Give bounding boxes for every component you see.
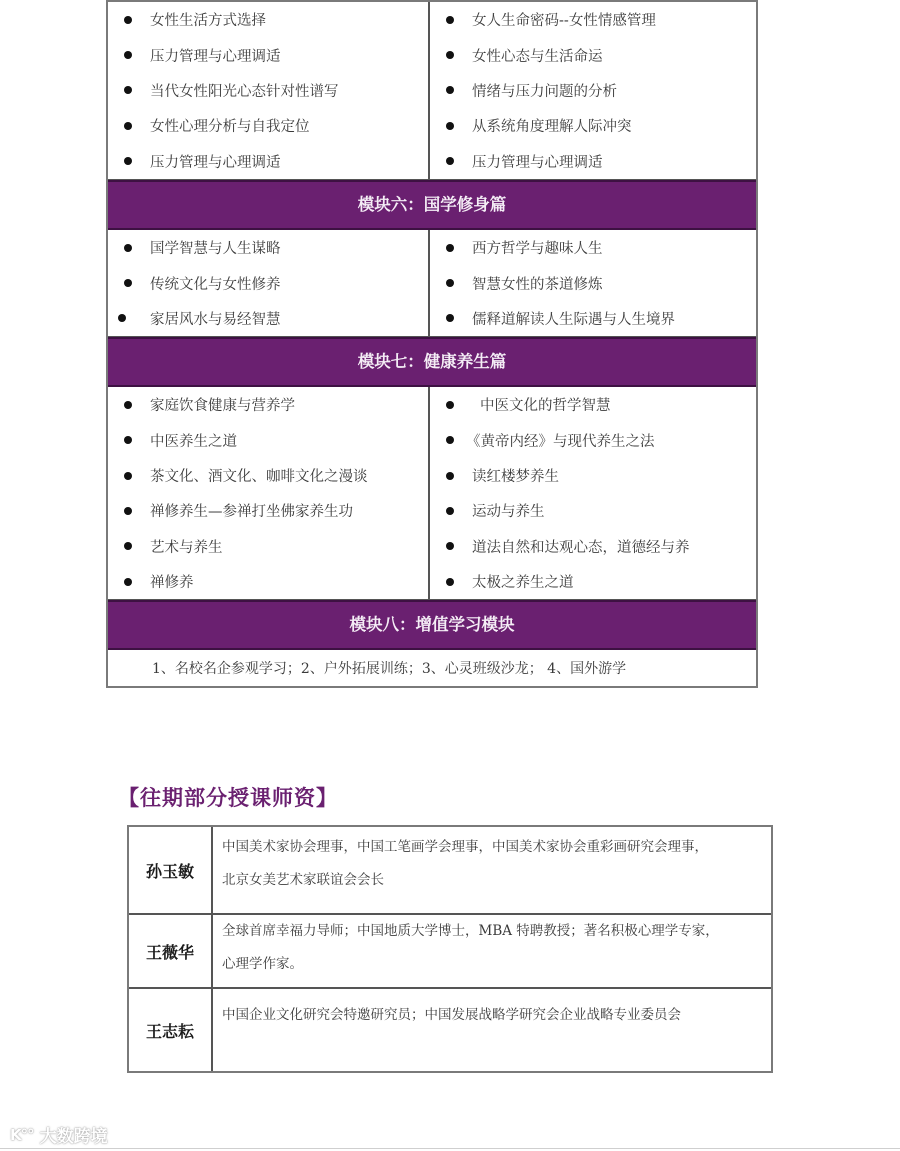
- bullet-icon: [124, 122, 132, 130]
- list-item: 禅修养生—参禅打坐佛家养生功: [108, 493, 428, 528]
- right-column: [430, 230, 756, 336]
- brand-logo-icon: K°°: [10, 1125, 34, 1144]
- bullet-icon: [446, 244, 454, 252]
- list-item: 家庭饮食健康与营养学: [108, 387, 428, 422]
- list-item: 中医文化的哲学智慧: [430, 387, 756, 422]
- bullet-icon: [124, 401, 132, 409]
- bullet-icon: [446, 578, 454, 586]
- bullet-icon: [446, 157, 454, 165]
- list-item: 茶文化、酒文化、咖啡文化之漫谈: [108, 458, 428, 493]
- bullet-icon: [124, 436, 132, 444]
- module-six-header: 模块六：国学修身篇: [108, 180, 756, 230]
- module-six-content: [108, 230, 756, 337]
- list-item: 太极之养生之道: [430, 564, 756, 599]
- bullet-icon: [124, 472, 132, 480]
- teacher-description: 中国美术家协会理事，中国工笔画学会理事，中国美术家协会重彩画研究会理事， 北京女美艺术家联谊会会长: [222, 839, 708, 888]
- list-item: 女人生命密码--女性情感管理: [430, 2, 756, 37]
- bullet-icon: [446, 86, 454, 94]
- bullet-icon: [446, 436, 454, 444]
- bullet-icon: [446, 401, 454, 409]
- left-column: [108, 230, 430, 336]
- teacher-name: 孙玉敏: [129, 827, 213, 913]
- teacher-name: 王薇华: [129, 915, 213, 987]
- right-column: [430, 2, 756, 179]
- course-table: [106, 0, 758, 688]
- list-item: 压力管理与心理调适: [430, 144, 756, 179]
- divider: [0, 1148, 900, 1149]
- list-item: 女性心态与生活命运: [430, 37, 756, 72]
- list-item: 艺术与养生: [108, 529, 428, 564]
- bullet-icon: [124, 157, 132, 165]
- list-item: 从系统角度理解人际冲突: [430, 108, 756, 143]
- bullet-icon: [124, 16, 132, 24]
- list-item: 传统文化与女性修养: [108, 265, 428, 300]
- list-item: 读红楼梦养生: [430, 458, 756, 493]
- list-item: 压力管理与心理调适: [108, 144, 428, 179]
- module-seven-header: 模块七：健康养生篇: [108, 337, 756, 387]
- bullet-icon: [124, 279, 132, 287]
- bullet-icon: [124, 542, 132, 550]
- bullet-icon: [124, 86, 132, 94]
- bullet-icon: [124, 51, 132, 59]
- list-item: 家居风水与易经智慧: [108, 301, 428, 336]
- module-five-content: [108, 0, 756, 180]
- left-column: [108, 387, 430, 599]
- bullet-icon: [446, 507, 454, 515]
- bullet-icon: [124, 507, 132, 515]
- watermark-text: 大数跨境: [39, 1127, 108, 1147]
- list-item: 禅修养: [108, 564, 428, 599]
- teacher-name: 王志耘: [129, 989, 213, 1071]
- list-item: 智慧女性的茶道修炼: [430, 265, 756, 300]
- list-item: 《黄帝内经》与现代养生之法: [430, 423, 756, 458]
- list-item: 女性心理分析与自我定位: [108, 108, 428, 143]
- bullet-icon: [446, 542, 454, 550]
- right-column: [430, 387, 756, 599]
- teacher-row: [129, 915, 771, 989]
- list-item: 国学智慧与人生谋略: [108, 230, 428, 265]
- teacher-row: [129, 827, 771, 915]
- teacher-description: 中国企业文化研究会特邀研究员；中国发展战略学研究会企业战略专业委员会: [222, 1007, 681, 1023]
- bullet-icon: [446, 472, 454, 480]
- teacher-row: [129, 989, 771, 1071]
- list-item: 儒释道解读人生际遇与人生境界: [430, 301, 756, 336]
- list-item: 压力管理与心理调适: [108, 37, 428, 72]
- bullet-icon: [118, 314, 126, 322]
- list-item: 运动与养生: [430, 493, 756, 528]
- watermark: [10, 1122, 108, 1147]
- bullet-icon: [124, 578, 132, 586]
- module-eight-header: 模块八：增值学习模块: [108, 600, 756, 650]
- module-seven-content: [108, 387, 756, 600]
- module-eight-content: 1、名校名企参观学习；2、户外拓展训练；3、心灵班级沙龙； 4、国外游学: [152, 661, 627, 678]
- teachers-section-title: 【往期部分授课师资】: [118, 786, 338, 810]
- list-item: 西方哲学与趣味人生: [430, 230, 756, 265]
- list-item: 女性生活方式选择: [108, 2, 428, 37]
- bullet-icon: [446, 16, 454, 24]
- teacher-description: 全球首席幸福力导师；中国地质大学博士，MBA 特聘教授；著名积极心理学专家， 心理学作家。: [222, 923, 719, 972]
- bullet-icon: [446, 279, 454, 287]
- bullet-icon: [446, 51, 454, 59]
- list-item: 中医养生之道: [108, 423, 428, 458]
- left-column: [108, 2, 430, 179]
- list-item: 当代女性阳光心态针对性谱写: [108, 73, 428, 108]
- bullet-icon: [446, 122, 454, 130]
- bullet-icon: [446, 314, 454, 322]
- teacher-table: [127, 825, 773, 1073]
- list-item: 道法自然和达观心态，道德经与养: [430, 529, 756, 564]
- list-item: 情绪与压力问题的分析: [430, 73, 756, 108]
- bullet-icon: [124, 244, 132, 252]
